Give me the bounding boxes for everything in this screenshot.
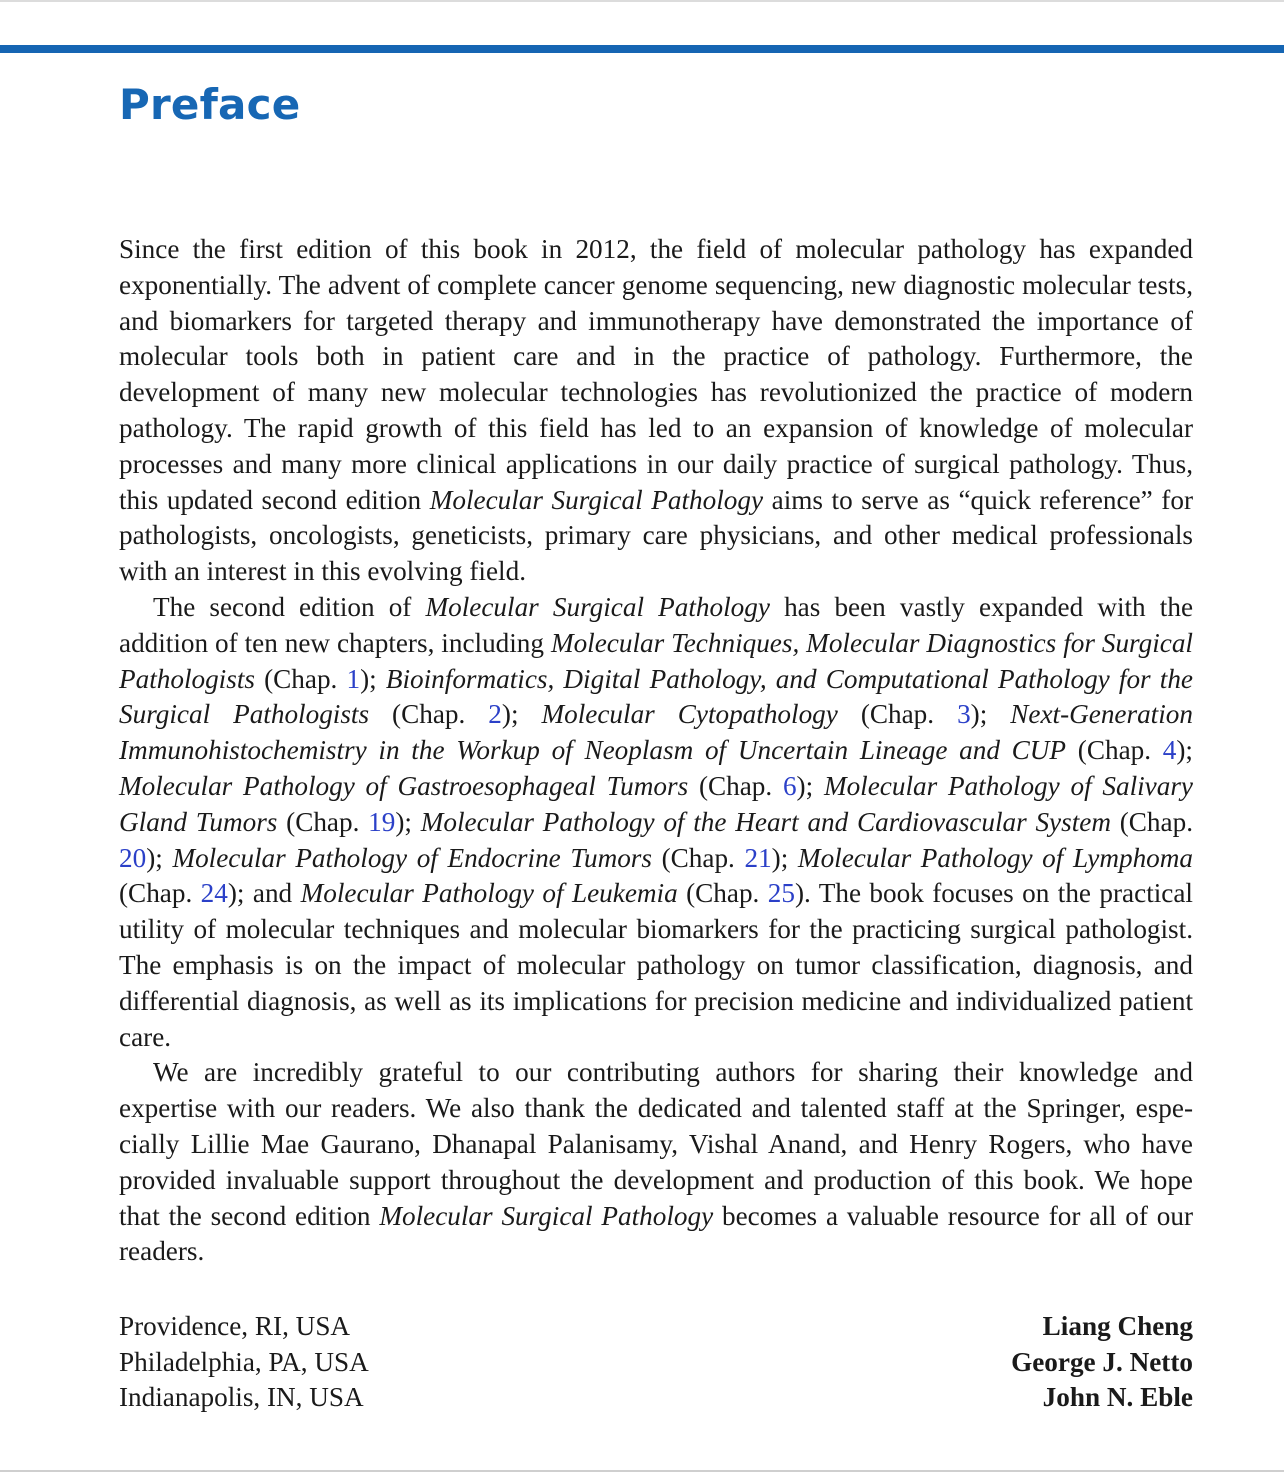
chapter-ref-prefix: (Chap. (1066, 735, 1163, 766)
preface-body (119, 232, 1193, 1270)
chapter-link[interactable]: 6 (782, 770, 797, 801)
chapter-separator: ; (369, 663, 386, 694)
paragraph-1-text: Since the first edition of this book in 2012, the field of molecular pathology has expanded exponentially. The advent of complete cancer genome sequencing, new diagnostic molecular tests, and biomarkers for targeted therapy and immunotherapy have demonstrated the importance of molecular tools both in patient care and in the practice of pathology. Furthermore, the development of many new molecular technologies has revolutionized the practice of modern pathology. The rapid growth of this field has led to an expansion of knowledge of molecular processes and many more clinical applications in our daily practice of surgical pathology. Thus, this updated second edition (119, 234, 1193, 515)
chapter-separator: ; (404, 806, 421, 837)
chapter-ref-suffix: ) (796, 770, 806, 801)
chapter-title: Molecular Pathology of Lymphoma (797, 842, 1193, 873)
chapter-link[interactable]: 21 (744, 842, 772, 873)
chapter-link[interactable]: 25 (767, 878, 795, 909)
page-title: Preface (119, 80, 301, 129)
signature-location: Providence, RI, USA (119, 1311, 351, 1341)
chapter-link[interactable]: 19 (368, 806, 396, 837)
chapter-separator: ; (780, 842, 798, 873)
chapter-ref-suffix: ) (146, 842, 156, 873)
signature-row (119, 1309, 1193, 1345)
chapter-title: Molecular Pathology of the Heart and Cardiovascular System (420, 806, 1111, 837)
chapter-title: Molecular Techniques, Molecular Diagnostics for Surgical Pathologists (119, 627, 1193, 694)
chapter-title: Molecular Pathology of Salivary Gland Tumors (119, 770, 1193, 837)
chapter-ref-prefix: (Chap. (277, 806, 369, 837)
chapter-ref-suffix: ) (794, 878, 805, 909)
chapter-ref-suffix: ) (501, 699, 511, 730)
chapter-ref-prefix: (Chap. (369, 699, 489, 730)
chapter-link[interactable]: 20 (119, 842, 147, 873)
signature-row (119, 1380, 1193, 1416)
chapter-separator: ; (979, 699, 1011, 730)
chapter-ref-suffix: ) (1176, 735, 1186, 766)
chapter-list (119, 628, 1193, 909)
chapter-link[interactable]: 2 (488, 699, 502, 730)
chapter-ref-suffix: ) (970, 699, 980, 730)
chapter-separator: ; (805, 770, 824, 801)
chapter-separator: ; and (236, 878, 301, 909)
chapter-title: Bioinformatics, Digital Pathology, and Computational Pathology for the Surgical Pathologists (119, 663, 1193, 730)
signature-location: Philadelphia, PA, USA (119, 1346, 369, 1377)
book-title: Molecular Surgical Pathology (429, 484, 764, 515)
chapter-link[interactable]: 1 (346, 663, 361, 694)
chapter-title: Molecular Pathology of Endocrine Tumors (172, 842, 652, 873)
paragraph-2-mid: has been vastly expanded with the addition of ten new chapters, including (119, 591, 1194, 658)
book-title: Molecular Surgical Pathology (379, 1200, 714, 1231)
chapter-separator: ; (510, 699, 542, 730)
chapter-separator: ; (1185, 735, 1193, 766)
paragraph-2 (119, 590, 1193, 1055)
chapter-title: Molecular Pathology of Gastroesophageal Tumors (119, 770, 689, 801)
book-title: Molecular Surgical Pathology (425, 591, 770, 622)
chapter-title: Molecular Cytopathology (541, 699, 838, 730)
header-rule (0, 45, 1284, 53)
chapter-ref-prefix: (Chap. (254, 663, 347, 694)
paragraph-2-end: . The book focuses on the practical utility of molecular techniques and molecular biomarkers for the practicing surgical pathologist. The emphasis is on the impact of molecular pathology on tumor classification, diagnosis, and differential diagnosis, as well as its implications for precision medicine and individualized patient care. (119, 878, 1193, 1052)
chapter-link[interactable]: 3 (957, 699, 971, 730)
paragraph-3-end: becomes a valuable resource for all of our readers. (119, 1200, 1193, 1267)
paragraph-1-end: aims to serve as “quick reference” for pathologists, oncologists, geneticists, primary care physicians, and other medical professionals with an interest in this evolving field. (119, 484, 1193, 587)
paragraph-1 (119, 232, 1193, 590)
top-border (0, 0, 1284, 2)
signature-author: Liang Cheng (1042, 1311, 1193, 1341)
signature-location: Indianapolis, IN, USA (119, 1382, 364, 1412)
chapter-ref-suffix: ) (360, 663, 370, 694)
chapter-ref-prefix: (Chap. (837, 699, 958, 730)
signature-block (119, 1309, 1193, 1416)
chapter-ref-prefix: (Chap. (119, 878, 201, 909)
paragraph-2-start: The second edition of (153, 591, 426, 622)
chapter-ref-prefix: (Chap. (688, 770, 783, 801)
signature-author: George J. Netto (1011, 1346, 1193, 1377)
paragraph-3-text: We are incredibly grateful to our contributing authors for sharing their knowledge and expertise with our readers. We also thank the dedicated and talented staff at the Springer, especially Lillie Mae Gaurano, Dhanapal Palanisamy, Vishal Anand, and Henry Rogers, who have provided invaluable support throughout the development and production of this book. We hope that the second edition (119, 1057, 1193, 1231)
chapter-link[interactable]: 24 (200, 878, 228, 909)
chapter-separator: ; (155, 842, 173, 873)
chapter-ref-suffix: ) (771, 842, 781, 873)
signature-author: John N. Eble (1042, 1382, 1193, 1412)
paragraph-3 (119, 1055, 1193, 1270)
chapter-ref-suffix: ) (395, 806, 405, 837)
chapter-ref-prefix: (Chap. (1110, 806, 1193, 837)
signature-row (119, 1345, 1193, 1381)
chapter-ref-prefix: (Chap. (651, 842, 745, 873)
chapter-ref-suffix: ) (227, 878, 237, 909)
bottom-border (0, 1470, 1284, 1472)
chapter-title: Molecular Pathology of Leukemia (300, 878, 678, 909)
chapter-title: Next-Generation Immunohistochemistry in the Workup of Neoplasm of Uncertain Lineage and CUP (119, 699, 1193, 766)
chapter-link[interactable]: 4 (1162, 735, 1177, 766)
chapter-ref-prefix: (Chap. (677, 878, 768, 909)
